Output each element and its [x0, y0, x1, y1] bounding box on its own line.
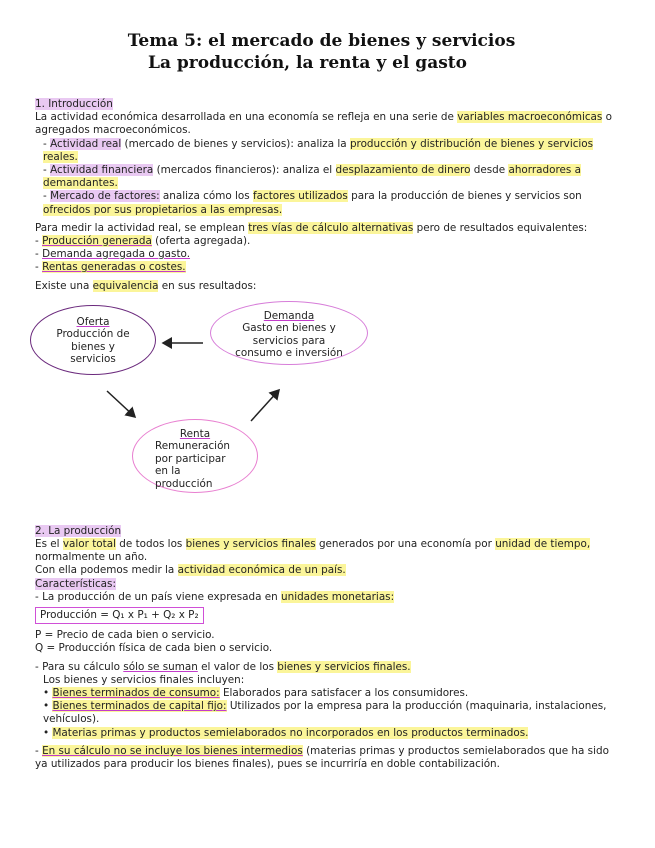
- list-item-actividad-real: - Actividad real (mercado de bienes y servicios): analiza la producción y distribución de bienes y servicios reales.: [43, 137, 594, 163]
- demanda-label: Demanda: [263, 309, 315, 322]
- bullet-materias-primas: • Materias primas y productos semielaborados no incorporados en los productos terminados.: [43, 726, 529, 739]
- renta-label: Renta: [179, 427, 211, 440]
- characteristic-1: - La producción de un país viene expresada en unidades monetarias:: [35, 590, 395, 603]
- equivalence-diagram: [35, 295, 620, 517]
- diagram-arrows: [35, 295, 620, 517]
- via-rentas: - Rentas generadas o costes.: [35, 261, 186, 274]
- list-item-actividad-financiera: - Actividad financiera (mercados financieros): analiza el desplazamiento de dinero desde ahorradores a demandantes.: [43, 164, 581, 190]
- measure-paragraph: Para medir la actividad real, se emplean tres vías de cálculo alternativas pero de resultados equivalentes:: [35, 221, 588, 234]
- characteristic-3: - En su cálculo no se incluye los bienes intermedios (materias primas y productos semielaborados que ha sido ya utilizados para producir los bienes finales), pues se incurriría en doble contabilización.: [35, 744, 609, 771]
- equivalence-paragraph: Existe una equivalencia en sus resultados:: [35, 279, 257, 292]
- document-body: [35, 98, 620, 771]
- final-goods-include: Los bienes y servicios finales incluyen:: [43, 673, 245, 686]
- via-demanda: - Demanda agregada o gasto.: [35, 248, 191, 261]
- renta-text: Remuneración por participar en la producción: [155, 440, 231, 490]
- price-definition: P = Precio de cada bien o servicio.: [35, 629, 215, 642]
- section-1-heading: 1. Introducción: [35, 98, 113, 110]
- section-2-heading: 2. La producción: [35, 524, 122, 537]
- characteristic-2: - Para su cálculo sólo se suman el valor de los bienes y servicios finales.: [35, 660, 411, 673]
- characteristics-heading: Características:: [35, 577, 116, 590]
- demanda-text: Gasto en bienes y servicios para consumo e inversión: [235, 322, 343, 360]
- intro-paragraph: La actividad económica desarrollada en una economía se refleja en una serie de variables macroeconómicas o agregados macroeconómicos.: [35, 111, 613, 137]
- measure-activity-paragraph: Con ella podemos medir la actividad económica de un país.: [35, 564, 346, 577]
- arrow-renta-to-demanda: [251, 390, 279, 421]
- oferta-label: Oferta: [76, 315, 110, 328]
- title-line-1: Tema 5: el mercado de bienes y servicios: [127, 31, 516, 51]
- bullet-bienes-consumo: • Bienes terminados de consumo: Elaborados para satisfacer a los consumidores.: [43, 687, 469, 700]
- arrow-oferta-to-renta: [107, 391, 135, 417]
- list-item-mercado-factores: - Mercado de factores: analiza cómo los factores utilizados para la producción de bienes y servicios son ofrecidos por sus propietarios a las empresas.: [43, 190, 582, 216]
- definition-paragraph: Es el valor total de todos los bienes y servicios finales generados por una economía por unidad de tiempo, normalmente un año.: [35, 538, 591, 564]
- quantity-definition: Q = Producción física de cada bien o servicio.: [35, 642, 273, 655]
- production-formula: Producción = Q₁ x P₁ + Q₂ x P₂: [35, 607, 204, 624]
- via-produccion: - Producción generada (oferta agregada).: [35, 235, 251, 248]
- bullet-bienes-capital: • Bienes terminados de capital fijo: Utilizados por la empresa para la producción (maquinaria, instalaciones, vehículos).: [43, 700, 607, 726]
- oferta-text: Producción de bienes y servicios: [56, 328, 130, 366]
- title-line-2: La producción, la renta y el gasto: [148, 53, 467, 73]
